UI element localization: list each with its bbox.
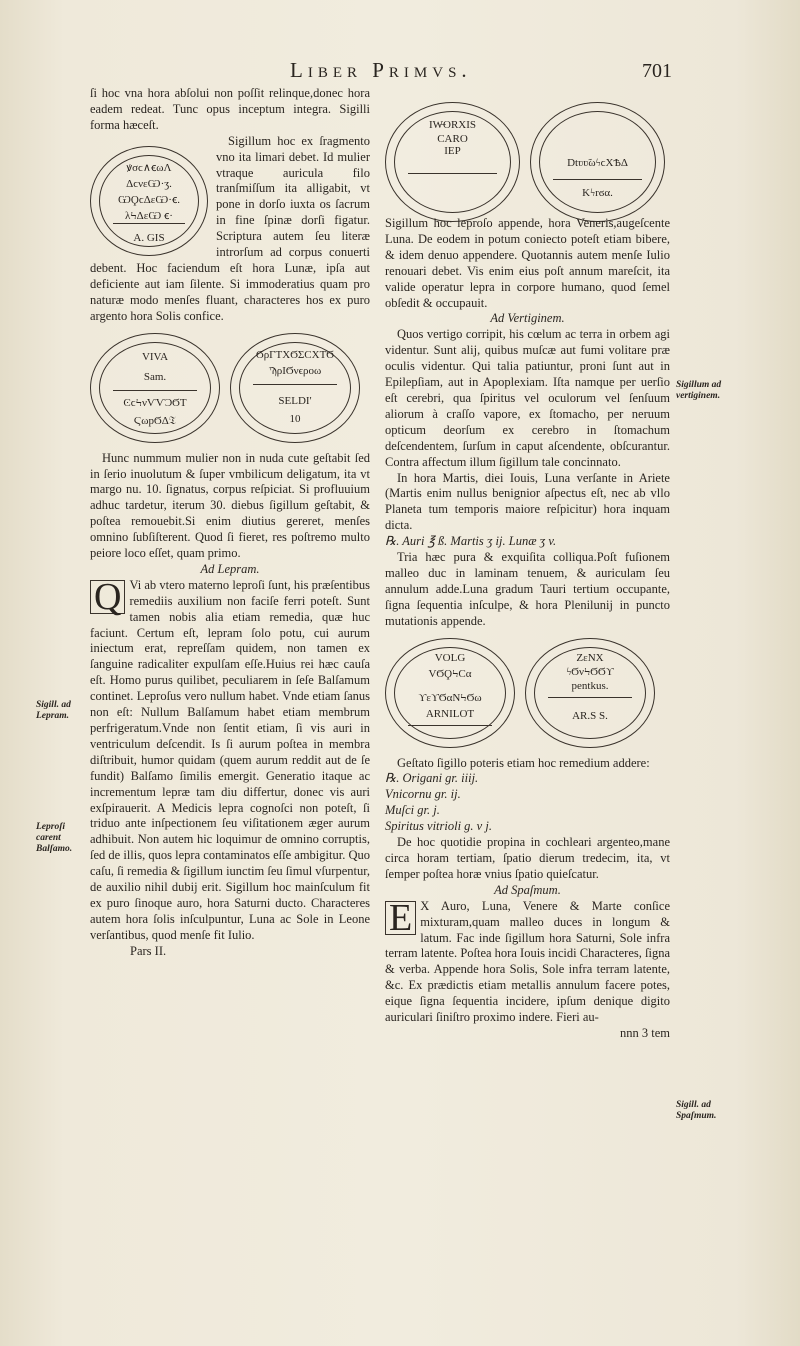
seal-glyph: Sam. — [143, 370, 167, 383]
seal-glyph: CARO — [437, 133, 468, 145]
margin-note-vertiginem: Sigillum ad vertiginem. — [676, 380, 722, 401]
paragraph: Sigillum hoc ex ſragmento vno ita limari debet. Id mulier vtraque auricula filo tranſmiſſum ita alligabit, vt pone in dorſo iuxta os ſacrum in fine ſpinæ dorſi figatur. Scriptura autem ſeu literæ introrſum ad corpus conuerti debent. Hoc faciendum eſt hora Lunæ, ipſa aut deficiente aut iam ſilente. Si immoderatius quam pro naturæ modo menſes fluant, characteres hos ex puro argento hora Solis confice. — [90, 133, 370, 323]
right-column — [385, 216, 670, 1042]
recipe-line: Vnicornu gr. ij. — [385, 787, 461, 802]
paragraph: Quos vertigo corripit, his cœlum ac terra in orbem agi videntur. Sunt alij, quibus muſcæ aut fumi volitare præ oculis videntur. Qui talia patiuntur, proni ſunt aut in Epilepſiam, aut in Apoplexiam. Iſta namque per uerſio eſt cerebri, qua ſpiritus vel oculorum vel ſenſuum aliorum à craſſo vapore, ex ſtomacho, per neruum opticum deorſum ex cerebro in ſtomachum deſcendentem, ſurſum in caput aſcendente, obſcurantur. Contra affectum illum ſigillum tale concinnato. — [385, 327, 670, 469]
seal-pair — [385, 638, 670, 748]
seal-figure — [530, 102, 665, 222]
paragraph: Geſtato ſigillo poteris etiam hoc remedium addere: — [397, 755, 650, 770]
seal-glyph: Dtʋʋ̃ωϟϲΧѢΔ — [567, 157, 628, 169]
seal-pair — [385, 102, 665, 222]
seal-figure — [525, 638, 655, 748]
seal-glyph: IEP — [444, 145, 461, 157]
seal-glyph: ꝟσϲ∧ꞓωΛ — [126, 161, 172, 174]
drop-cap: E — [385, 901, 416, 935]
section-heading: Ad Vertiginem. — [490, 311, 565, 326]
section-heading: Ad Lepram. — [200, 561, 260, 576]
seal-glyph: 10 — [289, 412, 301, 425]
seal-glyph: IW̶ORXIS — [428, 119, 477, 131]
margin-note-balsamo: Leproſi carent Balſamo. — [36, 822, 73, 854]
paragraph: ſi hoc vna hora abſolui non poſſit relinque,donec hora eadem redeat. Tunc opus inceptum integra. Sigilli forma hæceſt. — [90, 86, 370, 132]
seal-glyph: pentkus. — [571, 679, 609, 692]
section-heading: Ad Spaſmum. — [494, 882, 561, 897]
seal-line — [408, 173, 497, 174]
left-column — [90, 86, 370, 960]
catchword: Pars II. — [130, 943, 167, 958]
seal-line — [113, 223, 185, 224]
seal-glyph: Kϟrϭα. — [582, 187, 613, 199]
seal-glyph: λϞΔεѠ ꞓ· — [125, 209, 173, 222]
seal-line — [548, 697, 632, 698]
paragraph: Vi ab vtero materno leproſi ſunt, his præſentibus remediis auxilium non faciſe ferri poteſt. Sunt tamen nobis alia etiam remedia, quæ huc faciunt. Certum eſt, lepram ſolo potu, cui aurum iniectum erat, repreſſam quidem, non tamen ex ſanguine radicaliter expulſam eſſe.Huius rei hæc cauſa eſt. Homo purus quilibet, peculiarem in ſeſe Balſamum continet. Leproſus vero nullum habet. Vnde etiam ſanus non eſt: Nullum Balſamum habet etiam membrum perfrigeratum.Vnde non ſentit etiam, ſi vis auri in ventriculum deſcendit. Is ſi aurum poſtea in membra diſtribuit, humor quidam (quem aurum reddit aut de ſe fundit) Balſamo ſimilis emergit. Generatio itaque ac incrementum lepræ tam diu differtur, donec vis auri exſpirauerit. A Medicis lepra cognoſci non poteſt, ſi triduo ante inſpectionem ſeu viſitationem æger aurum adhibuit. Non autem hic loquimur de omnino corruptis, ſed de illis, quos lepra contaminatos eſſe ambigitur. Quo caſu, ſi remedia & ſigillum iunctim ſeu ſimul vſurpentur, de auxilio nihil dubij erit. Sigillum hoc mainſculum fit ex puro ſinoque auro, hora Saturni ducto. Characteres autem hora ſolis inſculpuntur, Luna ac Sole in Leone verſantibus, quod menſe fit Iulio. — [90, 577, 370, 942]
margin-note-lepram: Sigill. ad Lepram. — [36, 700, 71, 721]
seal-glyph: AR.S S. — [572, 709, 608, 722]
seal-pair — [90, 333, 370, 443]
recipe-line: Spiritus vitrioli g. v j. — [385, 819, 492, 834]
paragraph: X Auro, Luna, Venere & Marte conſice mixturam,quam malleo duces in longum & latum. Fac inde ſigillum hora Saturni, Sole infra terram latente. Poſtea hora Iouis incidi Characteres, ſigna & verba. Appende hora Solis, Sole infra terram latente, &c. Ex prædictis etiam metallis annulum facere potes, eique ſigna ſequentia incidere, ipſum denique digito auriculari ſiniſtro proximo indere. Fieri au- — [385, 898, 670, 1025]
seal-glyph: SELDI' — [278, 394, 312, 407]
recipe-line: Muſci gr. j. — [385, 803, 440, 818]
seal-figure — [90, 146, 208, 256]
seal-glyph: ϟϬνϞϬϬϒ — [566, 665, 614, 678]
seal-glyph: VϬϘϞϹα — [428, 667, 472, 680]
recipe-line: ℞. Auri ℥ ß. Martis ʒ ij. Lunæ ʒ v. — [385, 534, 557, 549]
seal-line — [113, 390, 197, 391]
seal-glyph: A. GIS — [133, 231, 165, 244]
seal-glyph: VOLG — [434, 651, 466, 664]
paragraph: Sigillum hoc leproſo appende, hora Veneris,augeſcente Luna. De eodem in potum coniecto poteſt etiam bibere, & idem denuo appendere. Quotannis autem menſe Iulio renouari debet. Vis enim eius poſt annum mareſcit, ita valide operatur lepra in corpore humano, quod ſemel obſedit & occupauit. — [385, 216, 670, 310]
seal-figure — [230, 333, 360, 443]
paragraph: Hunc nummum mulier non in nuda cute geſtabit ſed in ſerio inuolutum & ſuper vmbilicum deligatum, ita vt margo nu. 10. ſignatus, corpus reſpiciat. Si profluuium adhuc tardetur, iterum 30. diebus ſigillum geſtabit, & poſtea remouebit.Si enim diutius gereret, menſes omnino ſubſiſterent. Quod ſi fieret, res poſtremo multo peiore loco eſſet, quam primo. — [90, 450, 370, 561]
paragraph: Tria hæc pura & exquiſita colliqua.Poſt fuſionem malleo duc in laminam tenuem, & auriculam ſeu annulum adde.Luna gradum Tauri tertium occupante, ſigna ſequentia inſculpe, & hora Plenilunij in puncto mutationis appende. — [385, 550, 670, 628]
seal-line — [408, 725, 492, 726]
margin-note-spasmum: Sigill. ad Spaſmum. — [676, 1100, 717, 1121]
recipe-line: ℞. Origani gr. iiij. — [385, 771, 479, 786]
seal-glyph: ϒεϒϬαΝϞϬω — [418, 691, 482, 704]
seal-glyph: ΔϲνεѠ·ʒ. — [126, 177, 172, 190]
seal-glyph: ϠρΙϬνϵροω — [268, 364, 322, 377]
seal-line — [553, 179, 642, 180]
page-number: 701 — [642, 60, 672, 82]
seal-line — [253, 384, 337, 385]
seal-figure — [90, 333, 220, 443]
seal-glyph: ϬρΓΤΧϬΣϹΧΤϬ — [256, 348, 334, 361]
drop-cap: Q — [90, 580, 125, 614]
seal-glyph: ѠϘϲΔεѠ·ꞓ. — [117, 193, 180, 206]
seal-glyph: ZεΝΧ — [576, 651, 604, 664]
paragraph: In hora Martis, diei Iouis, Luna verſante in Ariete (Martis enim nullus benignior aſpectus eſt, nec ab vllo Planeta tum temporis maiore reſpicitur) hora inquam dicta. — [385, 470, 670, 533]
seal-glyph: VIVA — [141, 350, 169, 363]
running-title: Liber Primvs. — [290, 58, 472, 82]
seal-glyph: ϾϲϞνѴѴϽϬΤ — [123, 396, 187, 409]
seal-glyph: ϚωpϬΔ𝔗 — [133, 414, 177, 427]
seal-glyph: ARNILOT — [425, 707, 475, 720]
catchword: nnn 3 tem — [620, 1025, 670, 1040]
seal-figure — [385, 102, 520, 222]
seal-figure — [385, 638, 515, 748]
paragraph: De hoc quotidie propina in cochleari argenteo,mane circa horam tertiam, ſpatio dierum tredecim, ita, vt ſemper poſtea horæ vnius ſpatio quieſcatur. — [385, 835, 670, 881]
running-header — [0, 58, 800, 88]
